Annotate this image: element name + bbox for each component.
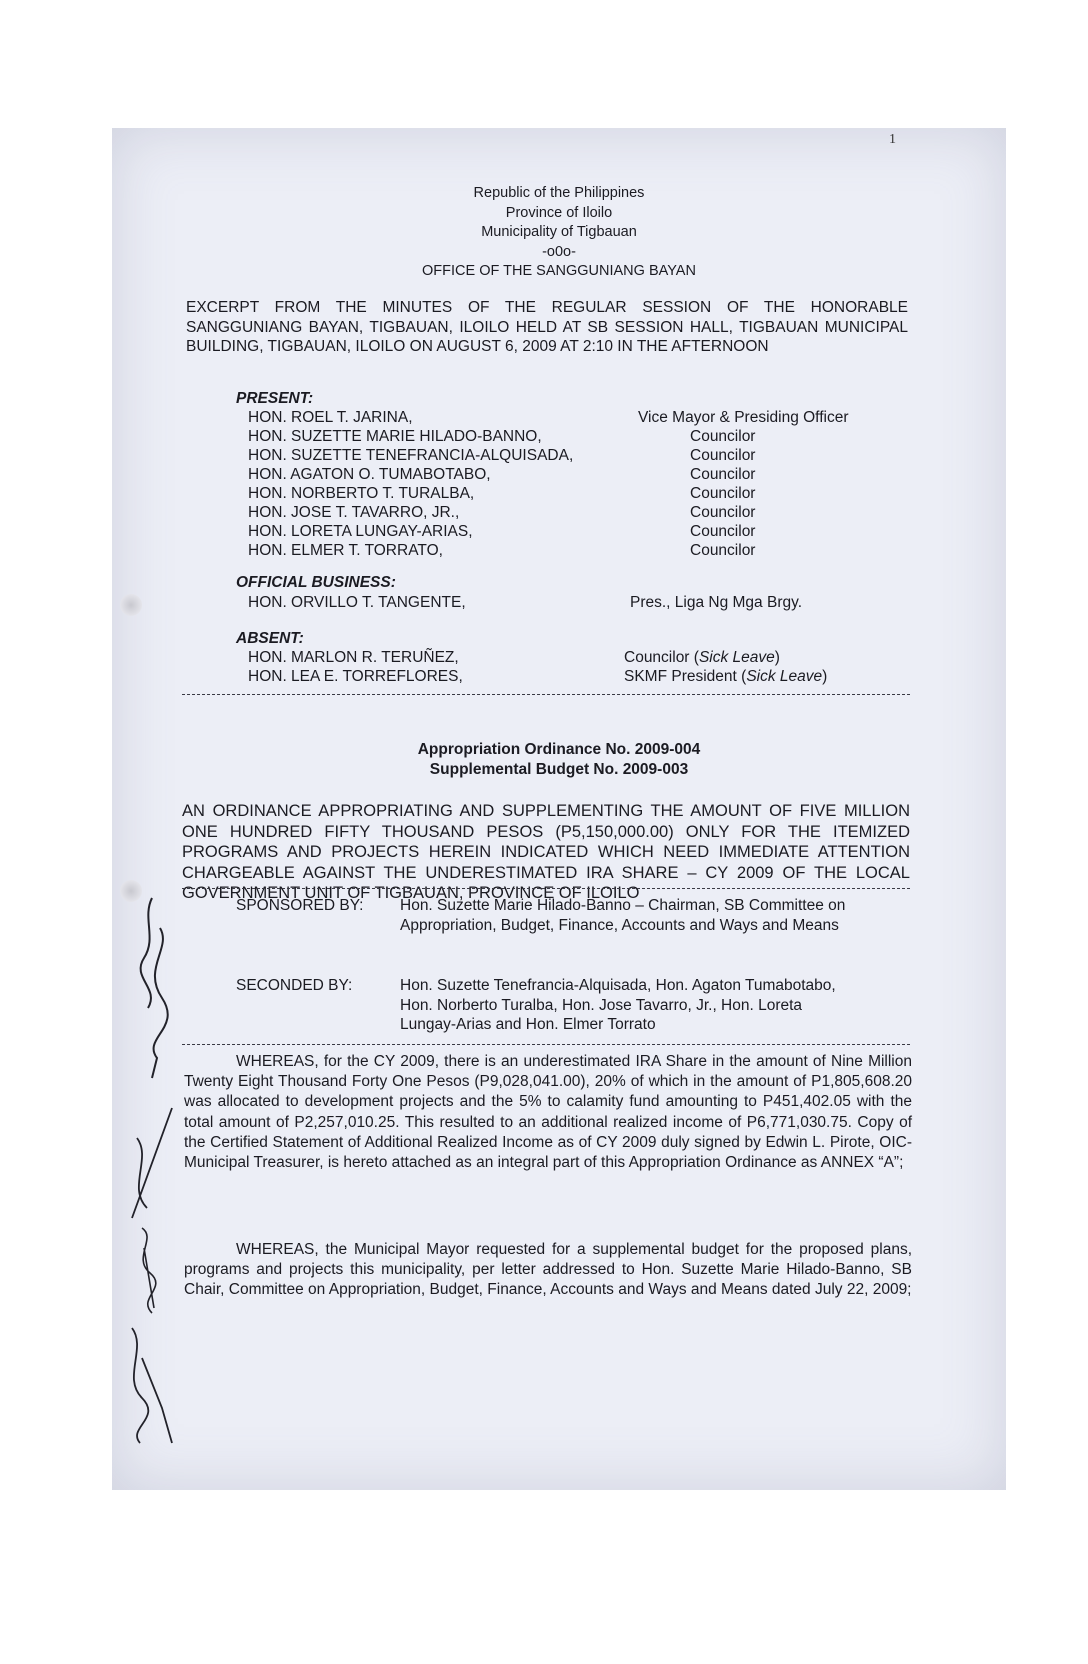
attendee-row	[248, 542, 948, 562]
attendee-position: Councilor	[690, 447, 756, 464]
ordinance-body: AN ORDINANCE APPROPRIATING AND SUPPLEMENTING THE AMOUNT OF FIVE MILLION ONE HUNDRED FIFTY THOUSAND PESOS (P5,150,000.00) ONLY FOR THE ITEMIZED PROGRAMS AND PROJECTS HEREIN INDICATED WHICH NEED IMMEDIATE ATTENTION CHARGEABLE AGAINST THE UNDERESTIMATED IRA SHARE – CY 2009 OF THE LOCAL GOVERNMENT UNIT OF TIGBAUAN, PROVINCE OF ILOILO	[182, 802, 910, 902]
sponsored-text: Hon. Suzette Marie Hilado-Banno – Chairman, SB Committee on Appropriation, Budget, Finance, Accounts and Ways and Means	[400, 897, 846, 934]
divider	[182, 694, 910, 695]
attendee-name: HON. SUZETTE MARIE HILADO-BANNO,	[248, 428, 542, 445]
punch-hole-mark	[120, 594, 142, 616]
attendee-position: Pres., Liga Ng Mga Brgy.	[630, 594, 803, 611]
present-label: PRESENT:	[236, 390, 314, 407]
absence-reason: Sick Leave	[698, 649, 775, 666]
attendee-row	[248, 447, 948, 467]
attendee-position	[624, 668, 827, 686]
whereas-paragraph-1: WHEREAS, for the CY 2009, there is an underestimated IRA Share in the amount of Nine Million Twenty Eight Thousand Forty One Pesos (P9,028,041.00), 20% of which in the amount of P1,805,608.20 was allocated to development projects and the 5% to calamity fund amounting to P451,402.05 with the total amount of P2,257,010.25. This resulted to an additional realized income of P6,771,030.75. Copy of the Certified Statement of Additional Realized Income as of CY 2009 duly signed by Edwin L. Pirote, OIC-Municipal Treasurer, is hereto attached as an integral part of this Appropriation Ordinance as ANNEX “A”;	[184, 1053, 912, 1172]
attendee-name: HON. AGATON O. TUMABOTABO,	[248, 466, 491, 483]
position-close: )	[774, 649, 780, 666]
attendee-row	[248, 523, 948, 543]
margin-signatures	[112, 888, 202, 1448]
page-number: 1	[889, 132, 896, 147]
position-text: SKMF President (	[624, 668, 747, 685]
ordinance-title-block	[112, 740, 1006, 780]
header-line-1: Republic of the Philippines	[473, 185, 645, 201]
attendee-position: Councilor	[690, 504, 756, 521]
divider	[182, 1044, 910, 1045]
ordinance-title: Appropriation Ordinance No. 2009-004	[417, 741, 701, 758]
header-line-4: -o0o-	[542, 243, 576, 260]
position-text: Councilor (	[624, 649, 699, 666]
signature-stroke	[132, 1108, 172, 1218]
attendee-row	[248, 504, 948, 524]
document-page	[112, 128, 1006, 1490]
attendee-row	[248, 649, 948, 669]
attendee-row	[248, 594, 948, 614]
absent-label: ABSENT:	[236, 630, 304, 647]
attendee-row	[248, 466, 948, 486]
whereas-paragraph-2: WHEREAS, the Municipal Mayor requested for a supplemental budget for the proposed plans, programs and projects this municipality, per letter addressed to Hon. Suzette Marie Hilado-Banno, SB Chair, Committee on Appropriation, Budget, Finance, Accounts and Ways and Means dated July 22, 2009;	[184, 1241, 912, 1299]
position-close: )	[822, 668, 828, 685]
attendee-name: HON. JOSE T. TAVARRO, JR.,	[248, 504, 460, 521]
sponsored-label: SPONSORED BY:	[236, 897, 364, 914]
attendee-row	[248, 428, 948, 448]
attendee-name: HON. SUZETTE TENEFRANCIA-ALQUISADA,	[248, 447, 574, 464]
attendee-position: Councilor	[690, 485, 756, 502]
signature-stroke	[142, 1228, 156, 1313]
attendee-name: HON. NORBERTO T. TURALBA,	[248, 485, 475, 502]
signature-stroke	[132, 1328, 172, 1443]
attendee-position	[624, 649, 780, 667]
attendee-name: HON. LEA E. TORREFLORES,	[248, 668, 463, 685]
signature-stroke	[152, 928, 168, 1078]
attendee-row	[248, 668, 948, 688]
attendee-position: Vice Mayor & Presiding Officer	[638, 409, 849, 426]
attendee-name: HON. ORVILLO T. TANGENTE,	[248, 594, 466, 611]
attendee-name: HON. ELMER T. TORRATO,	[248, 542, 443, 559]
header-line-3: Municipality of Tigbauan	[481, 224, 637, 240]
attendee-row	[248, 485, 948, 505]
official-business-label: OFFICIAL BUSINESS:	[236, 574, 396, 591]
seconded-text: Hon. Suzette Tenefrancia-Alquisada, Hon. Agaton Tumabotabo, Hon. Norberto Turalba, Hon. Jose Tavarro, Jr., Hon. Loreta Lungay-Arias and Hon. Elmer Torrato	[400, 977, 836, 1033]
excerpt-paragraph: EXCERPT FROM THE MINUTES OF THE REGULAR SESSION OF THE HONORABLE SANGGUNIANG BAYAN, TIGBAUAN, ILOILO HELD AT SB SESSION HALL, TIGBAUAN MUNICIPAL BUILDING, TIGBAUAN, ILOILO ON AUGUST 6, 2009 AT 2:10 IN THE AFTERNOON	[186, 299, 908, 355]
signature-stroke	[141, 898, 152, 1008]
seconded-label: SECONDED BY:	[236, 977, 353, 994]
attendee-position: Councilor	[690, 542, 756, 559]
ordinance-subtitle: Supplemental Budget No. 2009-003	[429, 761, 689, 778]
divider	[182, 888, 910, 889]
attendee-position: Councilor	[690, 428, 756, 445]
header-line-5: OFFICE OF THE SANGGUNIANG BAYAN	[422, 263, 696, 279]
attendee-position: Councilor	[690, 466, 756, 483]
attendee-name: HON. ROEL T. JARINA,	[248, 409, 413, 426]
attendee-name: HON. MARLON R. TERUÑEZ,	[248, 649, 459, 666]
header-line-2: Province of Iloilo	[505, 204, 613, 221]
attendee-position: Councilor	[690, 523, 756, 540]
absence-reason: Sick Leave	[746, 668, 823, 685]
attendee-name: HON. LORETA LUNGAY-ARIAS,	[248, 523, 473, 540]
attendee-row	[248, 409, 948, 429]
document-header	[112, 184, 1006, 282]
